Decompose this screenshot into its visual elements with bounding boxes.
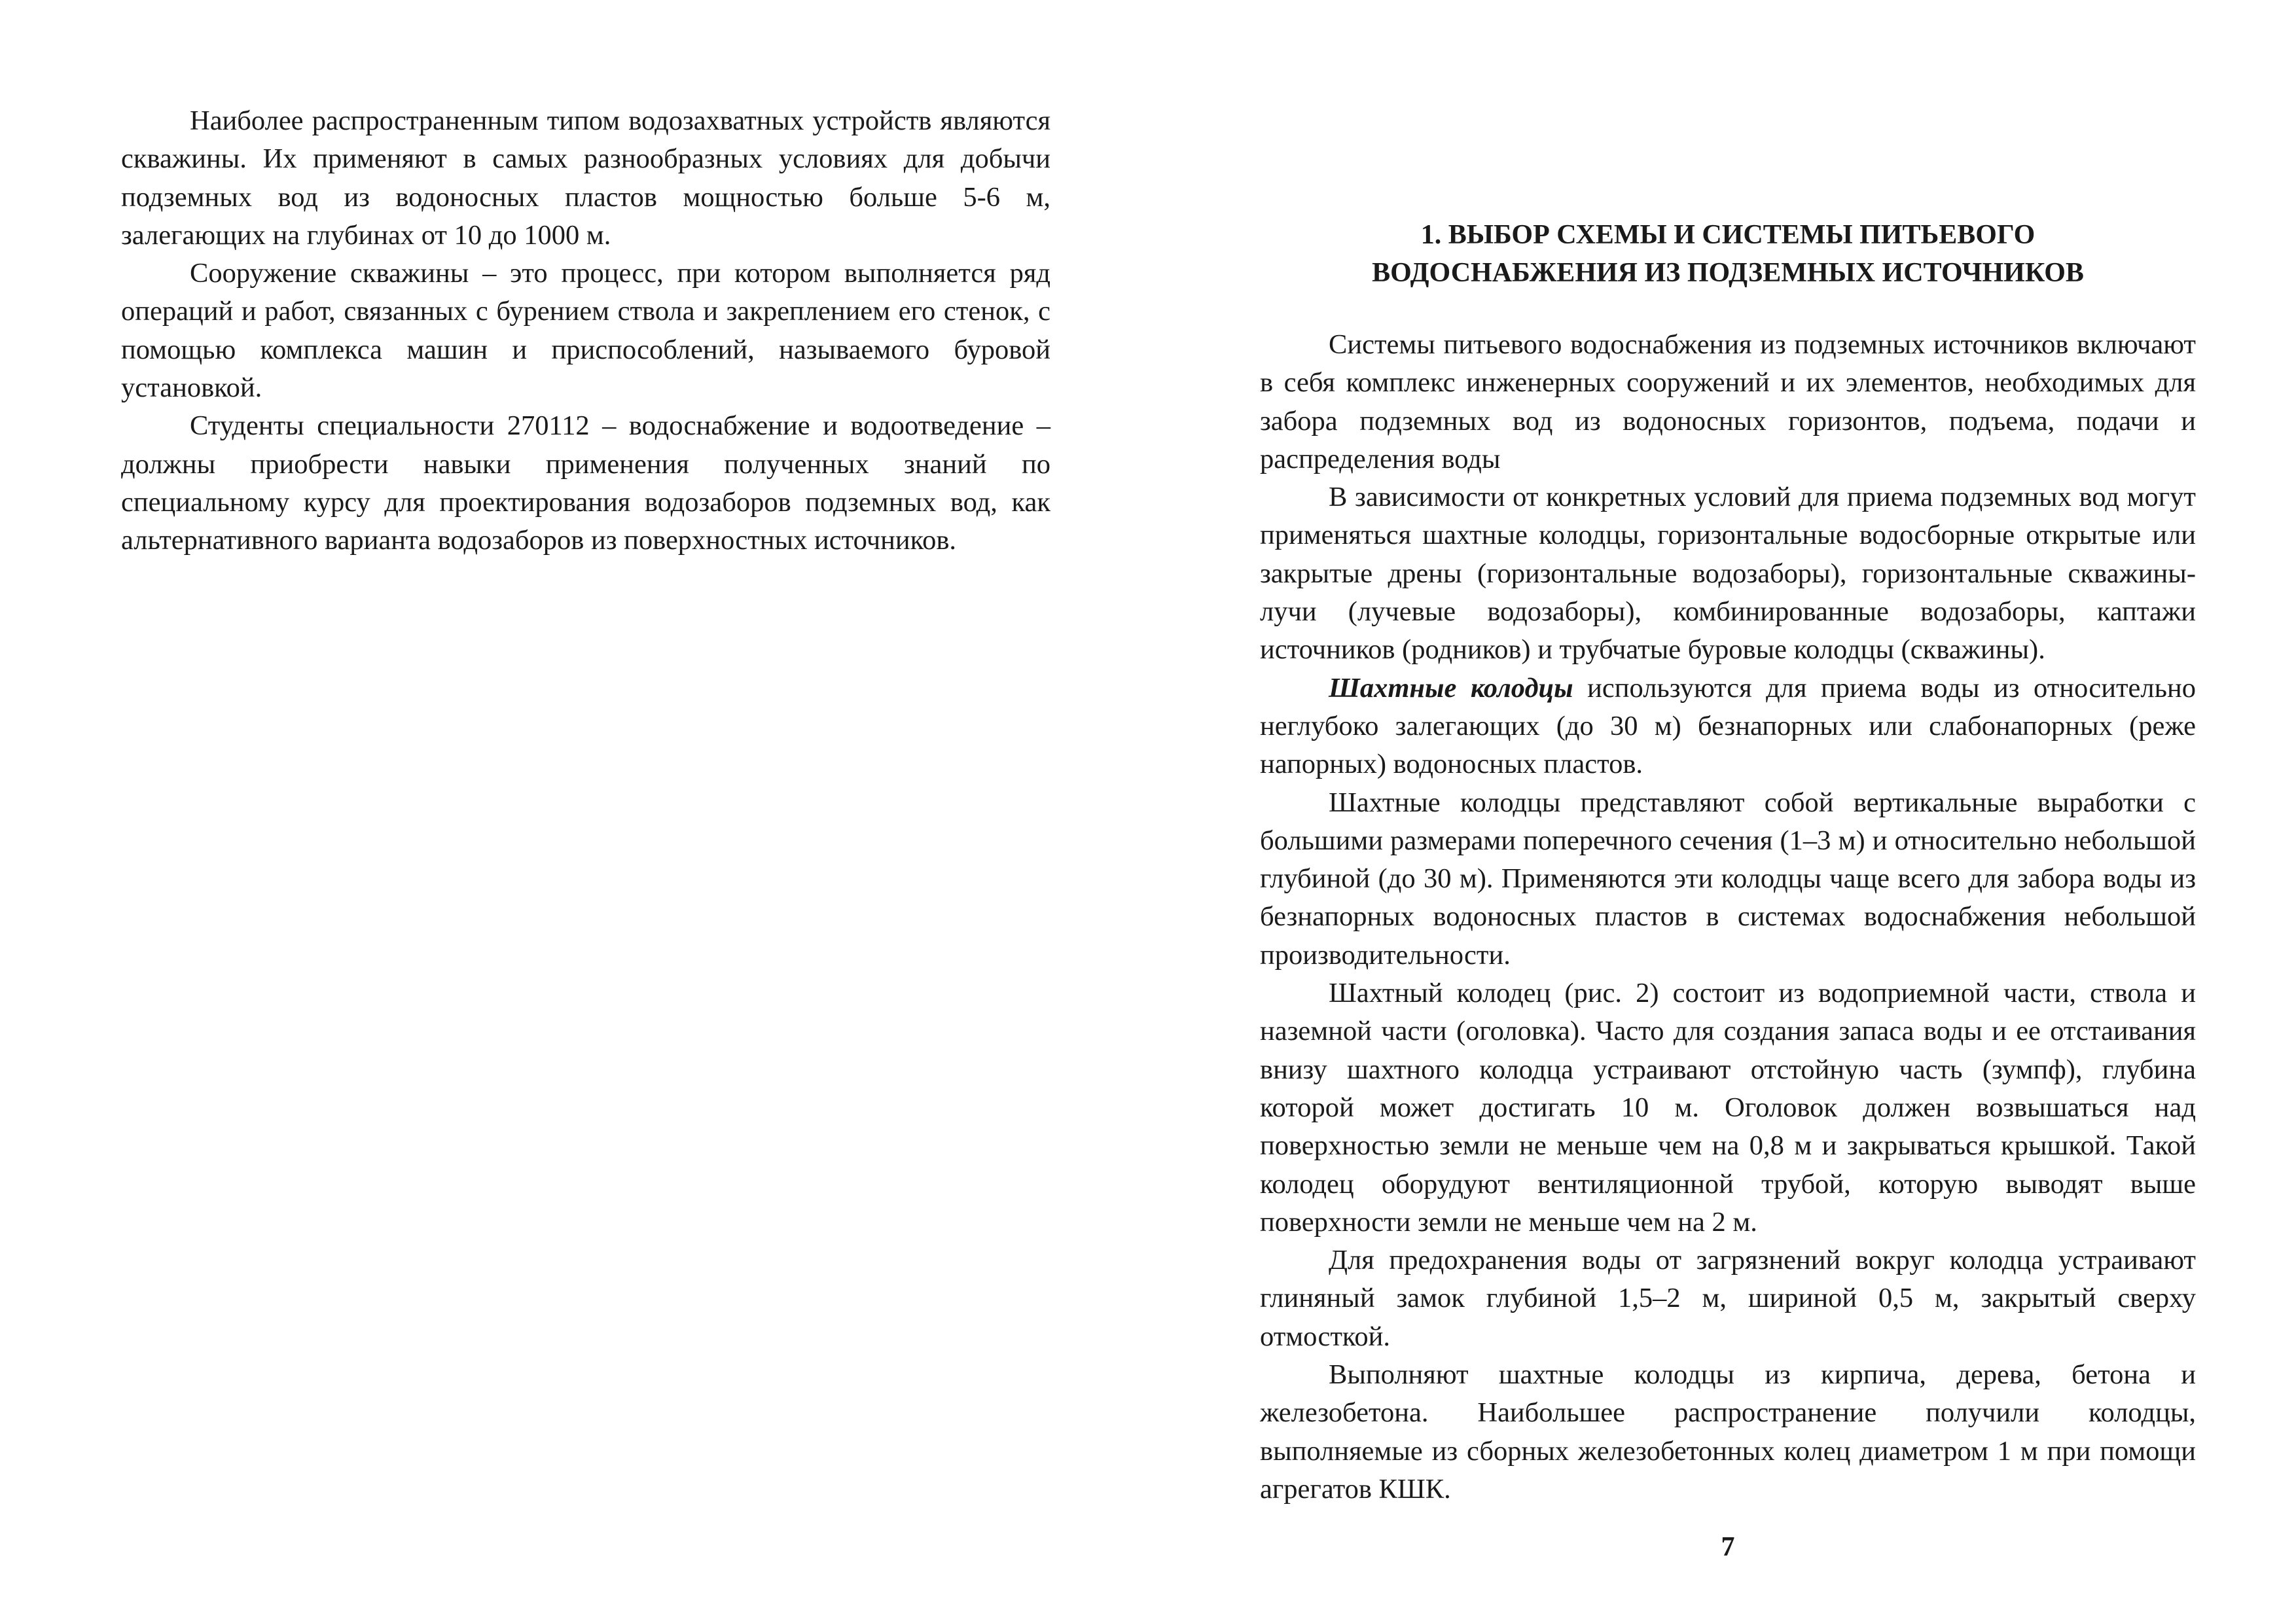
left-paragraph-3: Студенты специальности 270112 – водоснабжение и водоотведение – должны приобрести навыки применения полученных знаний по специальному курсу для проектирования водозаборов подземных вод, как альтернативного варианта водозаборов из поверхностных источников. bbox=[121, 410, 1050, 556]
left-page bbox=[121, 0, 1050, 1623]
right-paragraph-4: Шахтные колодцы представляют собой вертикальные выработки с большими размерами поперечного сечения (1–3 м) и относительно небольшой глубиной (до 30 м). Применяются эти колодцы чаще всего для забора воды из безнапорных водоносных пластов в системах водоснабжения небольшой производительности. bbox=[1260, 787, 2196, 971]
right-paragraph-1: Системы питьевого водоснабжения из подземных источников включают в себя комплекс инженерных сооружений и их элементов, необходимых для забора подземных вод из водоносных горизонтов, подъема, подачи и распределения воды bbox=[1260, 329, 2196, 474]
section-heading-line-2: ВОДОСНАБЖЕНИЯ ИЗ ПОДЗЕМНЫХ ИСТОЧНИКОВ bbox=[1372, 258, 2084, 288]
page-number: 7 bbox=[1721, 1532, 1735, 1562]
left-paragraph-1: Наиболее распространенным типом водозахватных устройств являются скважины. Их применяют в самых разнообразных условиях для добычи подземных вод из водоносных пластов мощностью больше 5-6 м, залегающих на глубинах от 10 до 1000 м. bbox=[121, 105, 1050, 251]
shaft-wells-term: Шахтные колодцы bbox=[1329, 672, 1573, 704]
right-paragraph-3-text: используются для приема воды из относительно неглубоко залегающих (до 30 м) безнапорных или слабонапорных (реже напорных) водоносных пластов. bbox=[1260, 672, 2196, 780]
right-page-body bbox=[1260, 326, 2196, 1508]
section-heading bbox=[1260, 216, 2196, 292]
right-paragraph-6: Для предохранения воды от загрязнений вокруг колодца устраивают глиняный замок глубиной 1,5–2 м, шириной 0,5 м, закрытый сверху отмосткой. bbox=[1260, 1245, 2196, 1352]
left-paragraph-2: Сооружение скважины – это процесс, при котором выполняется ряд операций и работ, связанных с бурением ствола и закреплением его стенок, с помощью комплекса машин и приспособлений, называемого буровой установкой. bbox=[121, 258, 1050, 404]
right-paragraph-3 bbox=[1260, 669, 2196, 784]
right-page bbox=[1260, 0, 2196, 1623]
right-paragraph-7: Выполняют шахтные колодцы из кирпича, дерева, бетона и железобетона. Наибольшее распространение получили колодцы, выполняемые из сборных железобетонных колец диаметром 1 м при помощи агрегатов КШК. bbox=[1260, 1359, 2196, 1505]
left-page-body bbox=[121, 102, 1050, 560]
right-paragraph-2: В зависимости от конкретных условий для приема подземных вод могут применяться шахтные колодцы, горизонтальные водосборные открытые или закрытые дрены (горизонтальные водозаборы), горизонтальные скважины-лучи (лучевые водозаборы), комбинированные водозаборы, каптажи источников (родников) и трубчатые буровые колодцы (скважины). bbox=[1260, 482, 2196, 666]
right-paragraph-5: Шахтный колодец (рис. 2) состоит из водоприемной части, ствола и наземной части (оголовка). Часто для создания запаса воды и ее отстаивания внизу шахтного колодца устраивают отстойную часть (зумпф), глубина которой может достигать 10 м. Оголовок должен возвышаться над поверхностью земли не меньше чем на 0,8 м и закрываться крышкой. Такой колодец оборудуют вентиляционной трубой, которую выводят выше поверхности земли не меньше чем на 2 м. bbox=[1260, 978, 2196, 1238]
section-heading-line-1: 1. ВЫБОР СХЕМЫ И СИСТЕМЫ ПИТЬЕВОГО bbox=[1420, 220, 2036, 250]
